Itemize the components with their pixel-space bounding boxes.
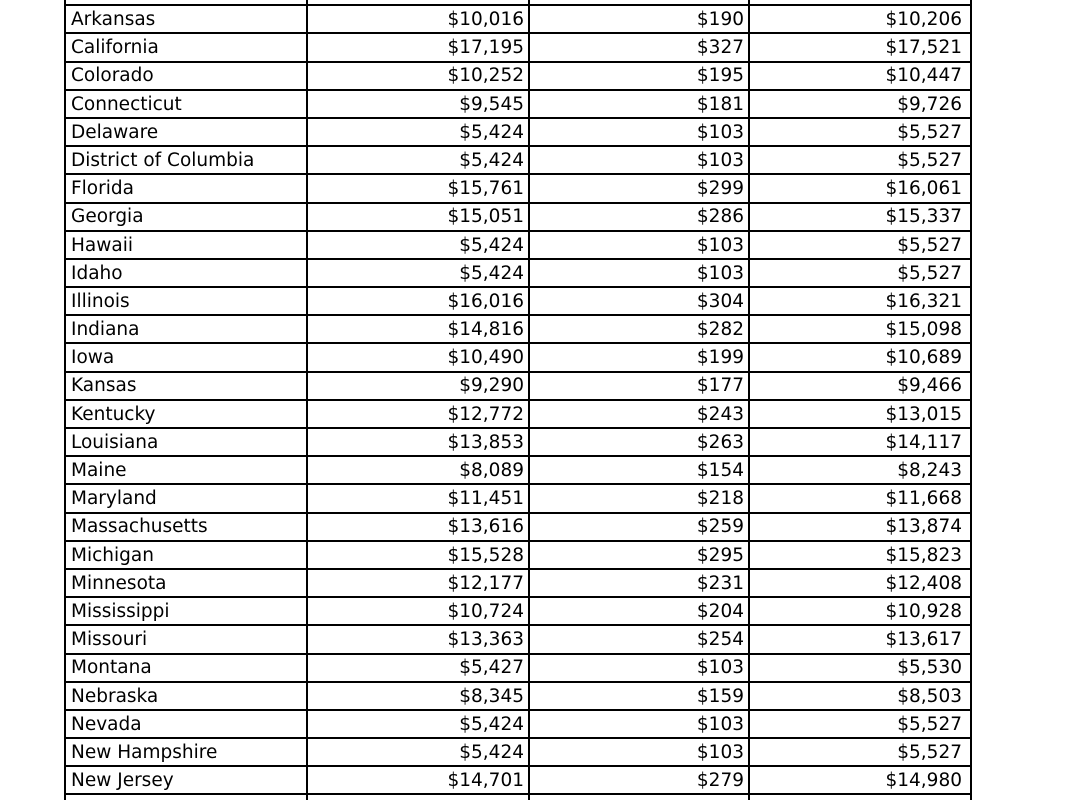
cell-col1: $12,177 (308, 570, 530, 596)
cell-col3: $11,668 (885, 488, 962, 510)
cell-col1: $5,424 (308, 260, 530, 286)
cell-col1: $16,016 (308, 288, 530, 314)
cell-empty (308, 795, 530, 800)
cell-col3: $15,823 (885, 544, 962, 566)
table-row (66, 485, 970, 513)
table-row (66, 570, 970, 598)
cell-state: Maryland (66, 485, 308, 511)
table-row (66, 175, 970, 203)
cell-state: New Jersey (66, 767, 308, 793)
cell-col2: $304 (530, 288, 750, 314)
cell-col3: $5,527 (897, 149, 962, 171)
table-row (66, 119, 970, 147)
cell-col3: $9,466 (897, 375, 962, 397)
cell-col3: $8,503 (897, 685, 962, 707)
cell-state (66, 0, 308, 4)
cell-state: Missouri (66, 626, 308, 652)
cell-state: Iowa (66, 344, 308, 370)
cell-col1: $10,724 (308, 598, 530, 624)
cell-col3: $10,206 (885, 9, 962, 31)
cell-col1: $11,451 (308, 485, 530, 511)
cell-col2: $154 (530, 457, 750, 483)
cell-col2 (530, 0, 750, 4)
cell-col1: $8,345 (308, 683, 530, 709)
cell-state: Illinois (66, 288, 308, 314)
cell-state: Arkansas (66, 6, 308, 32)
table-row (66, 739, 970, 767)
cell-col1: $15,528 (308, 542, 530, 568)
cell-col3 (750, 0, 966, 4)
table-row (66, 514, 970, 542)
cell-col2: $327 (530, 34, 750, 60)
cell-col1: $14,701 (308, 767, 530, 793)
cell-col2: $259 (530, 514, 750, 540)
cell-col1: $5,424 (308, 232, 530, 258)
cell-col3: $8,243 (897, 460, 962, 482)
cell-col3: $14,117 (885, 431, 962, 453)
cell-col2: $254 (530, 626, 750, 652)
cell-col2: $204 (530, 598, 750, 624)
cell-state: Georgia (66, 204, 308, 230)
cell-col2: $177 (530, 373, 750, 399)
cell-col2: $103 (530, 260, 750, 286)
cell-state: Nebraska (66, 683, 308, 709)
cell-col1 (308, 0, 530, 4)
cell-col2: $103 (530, 232, 750, 258)
cell-col2: $286 (530, 204, 750, 230)
table-row (66, 401, 970, 429)
cell-state: Connecticut (66, 91, 308, 117)
cell-col1: $10,016 (308, 6, 530, 32)
cell-col1: $10,490 (308, 344, 530, 370)
cell-col2: $103 (530, 711, 750, 737)
cell-state: Colorado (66, 63, 308, 89)
table-row (66, 288, 970, 316)
table-row (66, 63, 970, 91)
cell-col3: $13,015 (885, 403, 962, 425)
table-row (66, 344, 970, 372)
cell-col1: $10,252 (308, 63, 530, 89)
cell-state: Minnesota (66, 570, 308, 596)
table-row (66, 711, 970, 739)
cell-state: Maine (66, 457, 308, 483)
cell-empty (66, 795, 308, 800)
table-row (66, 34, 970, 62)
cell-col3: $12,408 (885, 572, 962, 594)
table-row (66, 260, 970, 288)
cell-col2: $103 (530, 655, 750, 681)
cell-col1: $14,816 (308, 316, 530, 342)
cell-col2: $282 (530, 316, 750, 342)
cell-col3: $10,928 (885, 600, 962, 622)
cell-state: Michigan (66, 542, 308, 568)
cell-col1: $8,089 (308, 457, 530, 483)
table-row (66, 767, 970, 795)
cell-col3: $13,617 (885, 629, 962, 651)
cell-state: Massachusetts (66, 514, 308, 540)
cell-state: District of Columbia (66, 147, 308, 173)
cell-col3: $10,447 (885, 65, 962, 87)
cell-col1: $15,761 (308, 175, 530, 201)
cell-col1: $9,290 (308, 373, 530, 399)
cell-col2: $243 (530, 401, 750, 427)
cell-col2: $195 (530, 63, 750, 89)
cell-col2: $218 (530, 485, 750, 511)
cell-state: Louisiana (66, 429, 308, 455)
cell-col3: $17,521 (885, 37, 962, 59)
cell-col1: $17,195 (308, 34, 530, 60)
cell-col3: $15,098 (885, 319, 962, 341)
cell-col3: $10,689 (885, 347, 962, 369)
cell-col3: $5,527 (897, 713, 962, 735)
state-allocation-table (64, 0, 972, 800)
table-row (66, 204, 970, 232)
cell-col3: $5,527 (897, 121, 962, 143)
cell-col3: $5,527 (897, 262, 962, 284)
table-row (66, 598, 970, 626)
cell-col3: $13,874 (885, 516, 962, 538)
cell-col1: $13,853 (308, 429, 530, 455)
cell-state: Montana (66, 655, 308, 681)
cell-state: Indiana (66, 316, 308, 342)
table-row (66, 626, 970, 654)
cell-state: Florida (66, 175, 308, 201)
cell-state: Hawaii (66, 232, 308, 258)
cell-col1: $13,363 (308, 626, 530, 652)
table-row (66, 6, 970, 34)
cell-state: Nevada (66, 711, 308, 737)
cell-col3: $5,530 (897, 657, 962, 679)
cell-col2: $181 (530, 91, 750, 117)
cell-col3: $16,321 (885, 290, 962, 312)
cell-col2: $103 (530, 119, 750, 145)
cell-col2: $279 (530, 767, 750, 793)
cell-col2: $103 (530, 147, 750, 173)
cell-state: New Hampshire (66, 739, 308, 765)
cell-state: Mississippi (66, 598, 308, 624)
cell-col2: $159 (530, 683, 750, 709)
cell-col1: $13,616 (308, 514, 530, 540)
cell-col1: $5,427 (308, 655, 530, 681)
cell-col2: $190 (530, 6, 750, 32)
table-row (66, 316, 970, 344)
cell-col1: $15,051 (308, 204, 530, 230)
cell-col1: $5,424 (308, 119, 530, 145)
cell-col3: $5,527 (897, 741, 962, 763)
table-row (66, 655, 970, 683)
cell-col3: $16,061 (885, 178, 962, 200)
table-row-partial-bottom (66, 795, 970, 800)
cell-col1: $9,545 (308, 91, 530, 117)
cell-state: Kentucky (66, 401, 308, 427)
table-row (66, 429, 970, 457)
cell-col2: $199 (530, 344, 750, 370)
cell-state: Idaho (66, 260, 308, 286)
cell-col2: $299 (530, 175, 750, 201)
cell-col1: $12,772 (308, 401, 530, 427)
cell-col2: $263 (530, 429, 750, 455)
cell-col2: $103 (530, 739, 750, 765)
cell-empty (750, 795, 966, 800)
cell-state: Delaware (66, 119, 308, 145)
cell-col3: $15,337 (885, 206, 962, 228)
table-row (66, 683, 970, 711)
cell-col1: $5,424 (308, 739, 530, 765)
table-row (66, 373, 970, 401)
cell-state: California (66, 34, 308, 60)
cell-col1: $5,424 (308, 147, 530, 173)
cell-state: Kansas (66, 373, 308, 399)
cell-col2: $295 (530, 542, 750, 568)
table-row (66, 542, 970, 570)
cell-col3: $9,726 (897, 93, 962, 115)
cell-col2: $231 (530, 570, 750, 596)
table-row (66, 91, 970, 119)
cell-col3: $5,527 (897, 234, 962, 256)
cell-empty (530, 795, 750, 800)
table-row (66, 232, 970, 260)
cell-col3: $14,980 (885, 770, 962, 792)
table-row (66, 457, 970, 485)
cell-col1: $5,424 (308, 711, 530, 737)
table-row (66, 147, 970, 175)
